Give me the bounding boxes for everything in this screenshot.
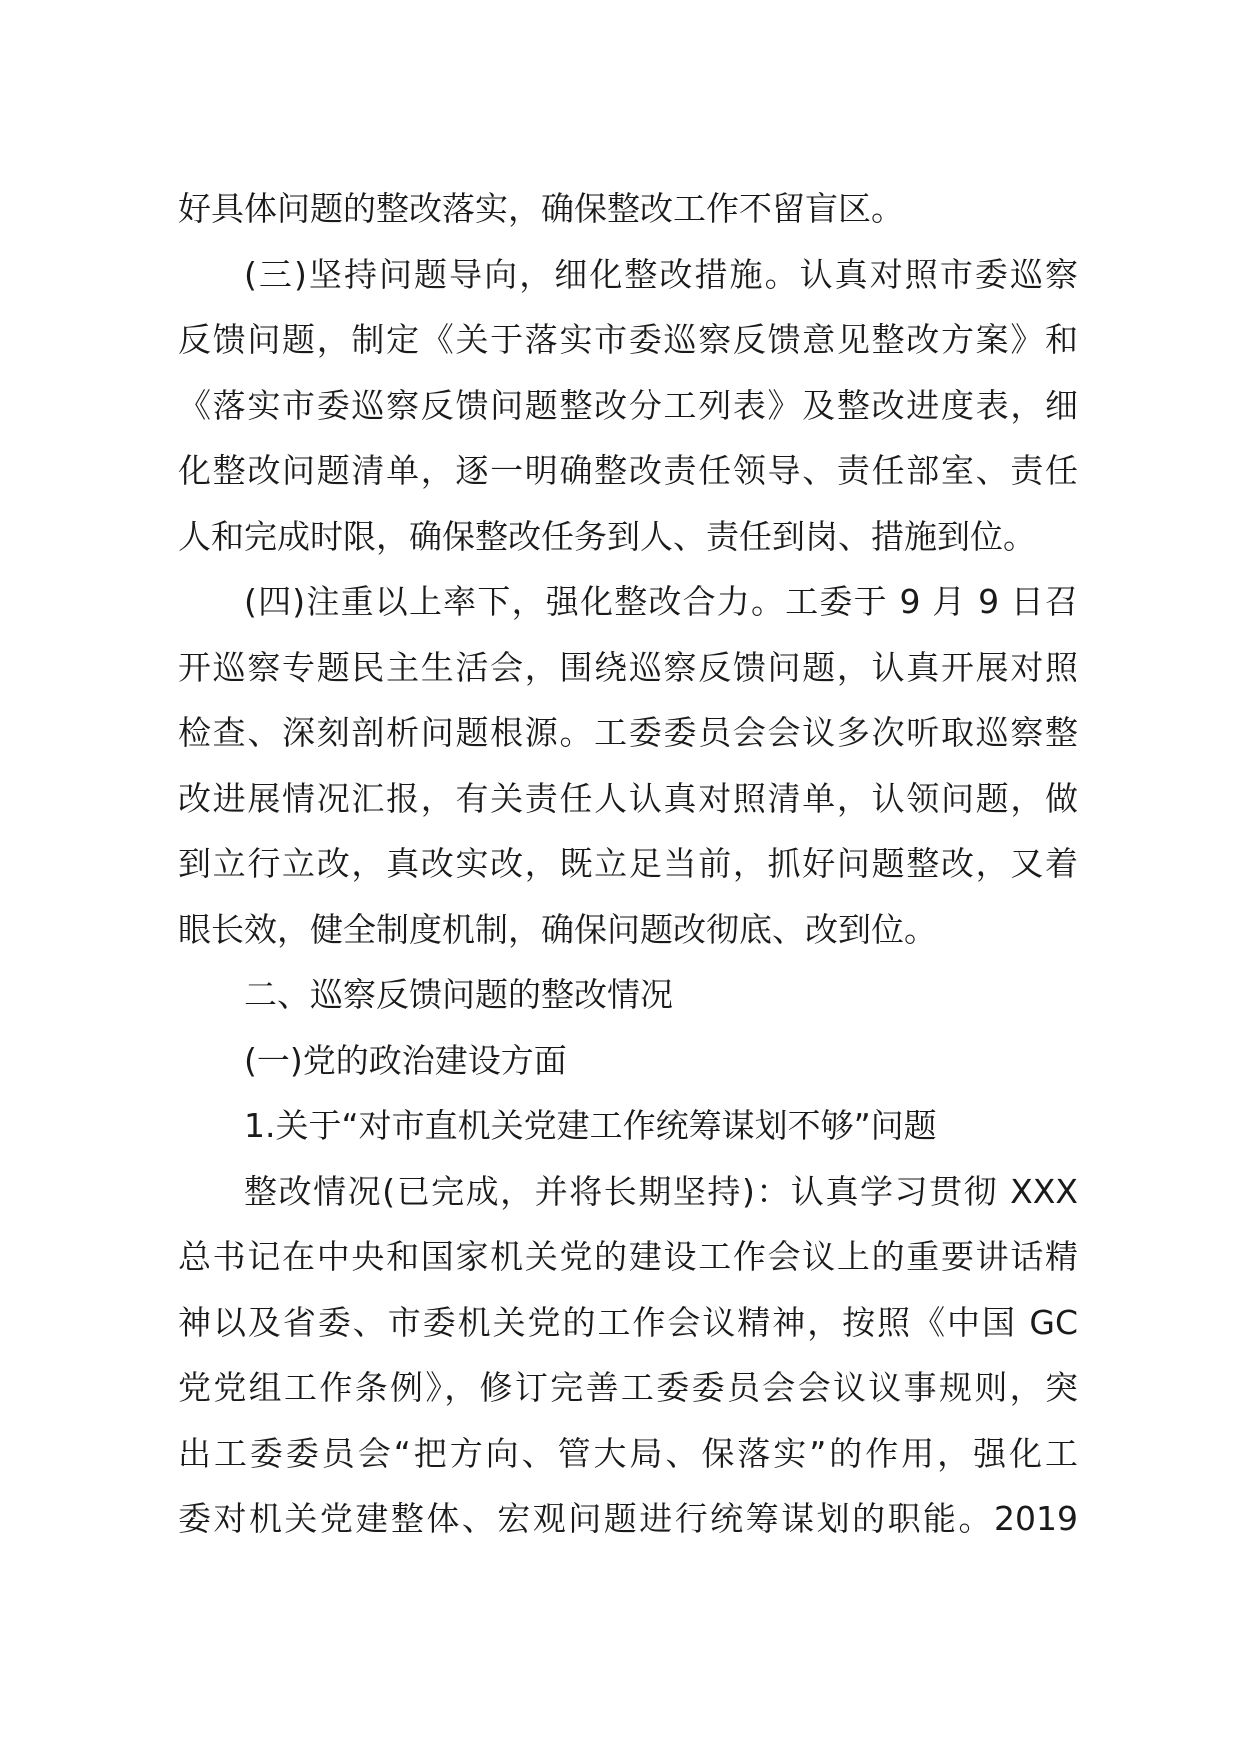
text-line: 改进展情况汇报，有关责任人认真对照清单，认领问题，做 bbox=[178, 778, 1078, 818]
text-line: 检查、深刻剖析问题根源。工委委员会会议多次听取巡察整 bbox=[178, 713, 1078, 752]
text-line: 眼长效，健全制度机制，确保问题改彻底、改到位。 bbox=[178, 909, 937, 949]
text-line: 神以及省委、市委机关党的工作会议精神，按照《中国 GC bbox=[178, 1302, 1078, 1342]
text-line: 反馈问题，制定《关于落实市委巡察反馈意见整改方案》和 bbox=[178, 320, 1078, 359]
text-line: 总书记在中央和国家机关党的建设工作会议上的重要讲话精 bbox=[178, 1237, 1078, 1276]
text-line: 人和完成时限，确保整改任务到人、责任到岗、措施到位。 bbox=[178, 516, 1036, 556]
text-line: 出工委委员会“把方向、管大局、保落实”的作用，强化工 bbox=[178, 1433, 1078, 1473]
subsection-heading: (一)党的政治建设方面 bbox=[244, 1040, 567, 1080]
text-line: 《落实市委巡察反馈问题整改分工列表》及整改进度表，细 bbox=[178, 385, 1078, 425]
text-line: 整改情况(已完成，并将长期坚持)：认真学习贯彻 XXX bbox=[244, 1171, 1078, 1211]
text-line: 到立行立改，真改实改，既立足当前，抓好问题整改，又着 bbox=[178, 844, 1078, 883]
body-text bbox=[178, 176, 1078, 1552]
issue-heading: 1.关于“对市直机关党建工作统筹谋划不够”问题 bbox=[244, 1106, 937, 1145]
text-line: 开巡察专题民主生活会，围绕巡察反馈问题，认真开展对照 bbox=[178, 647, 1078, 687]
text-line: 好具体问题的整改落实，确保整改工作不留盲区。 bbox=[178, 189, 904, 228]
section-heading: 二、巡察反馈问题的整改情况 bbox=[244, 975, 673, 1014]
text-line: (四)注重以上率下，强化整改合力。工委于 9 月 9 日召 bbox=[244, 582, 1078, 621]
text-line: 化整改问题清单，逐一明确整改责任领导、责任部室、责任 bbox=[178, 451, 1078, 490]
text-line: 委对机关党建整体、宏观问题进行统筹谋划的职能。2019 bbox=[178, 1499, 1078, 1538]
text-line: 党党组工作条例》，修订完善工委委员会会议议事规则，突 bbox=[178, 1368, 1078, 1407]
text-line: (三)坚持问题导向，细化整改措施。认真对照市委巡察 bbox=[244, 254, 1078, 294]
